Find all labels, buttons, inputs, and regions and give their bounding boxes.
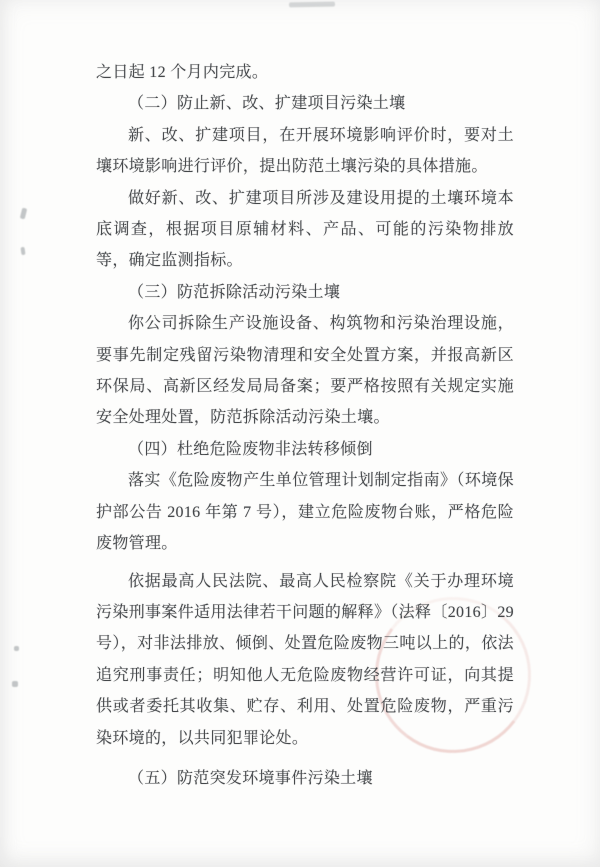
section-heading: （二）防止新、改、扩建项目污染土壤 [128, 95, 406, 113]
paragraph: 新、改、扩建项目，在开展环境影响评价时，要对土壤环境影响进行评价，提出防范土壤污染的具体措施。 [96, 126, 514, 176]
scan-artifact [12, 681, 18, 687]
paragraph: 落实《危险废物产生单位管理计划制定指南》（环境保护部公告 2016 年第 7 号），建立危险废物台账，严格危险废物管理。 [96, 472, 514, 553]
section-heading: （五）防范突发环境事件污染土壤 [128, 769, 373, 787]
paragraph: 做好新、改、扩建项目所涉及建设用提的土壤环境本底调查，根据项目原辅材料、产品、可能的污染物排放等，确定监测指标。 [96, 189, 514, 270]
section-heading: （四）杜绝危险废物非法转移倾倒 [128, 440, 373, 458]
paragraph: 之日起 12 个月内完成。 [96, 64, 269, 81]
scan-artifact [20, 208, 28, 220]
document-body [96, 57, 514, 794]
scan-artifact [14, 646, 19, 651]
scan-artifact [20, 247, 25, 255]
paragraph: 你公司拆除生产设施设备、构筑物和污染治理设施，要事先制定残留污染物清理和安全处置方案，并报高新区环保局、高新区经发局局备案；要严格按照有关规定实施安全处理处置，防范拆除活动污染土壤。 [96, 315, 514, 427]
scan-artifact [289, 2, 335, 8]
section-heading: （三）防范拆除活动污染土壤 [128, 283, 341, 301]
paragraph: 依据最高人民法院、最高人民检察院《关于办理环境污染刑事案件适用法律若干问题的解释》（法释〔2016〕29 号），对非法排放、倾倒、处置危险废物三吨以上的，依法追究刑事责任；明知他人无危险废物经营许可证，向其提供或者委托其收集、贮存、利用、处置危险废物，严重污染环境的，以共同犯罪论处。 [96, 572, 514, 747]
